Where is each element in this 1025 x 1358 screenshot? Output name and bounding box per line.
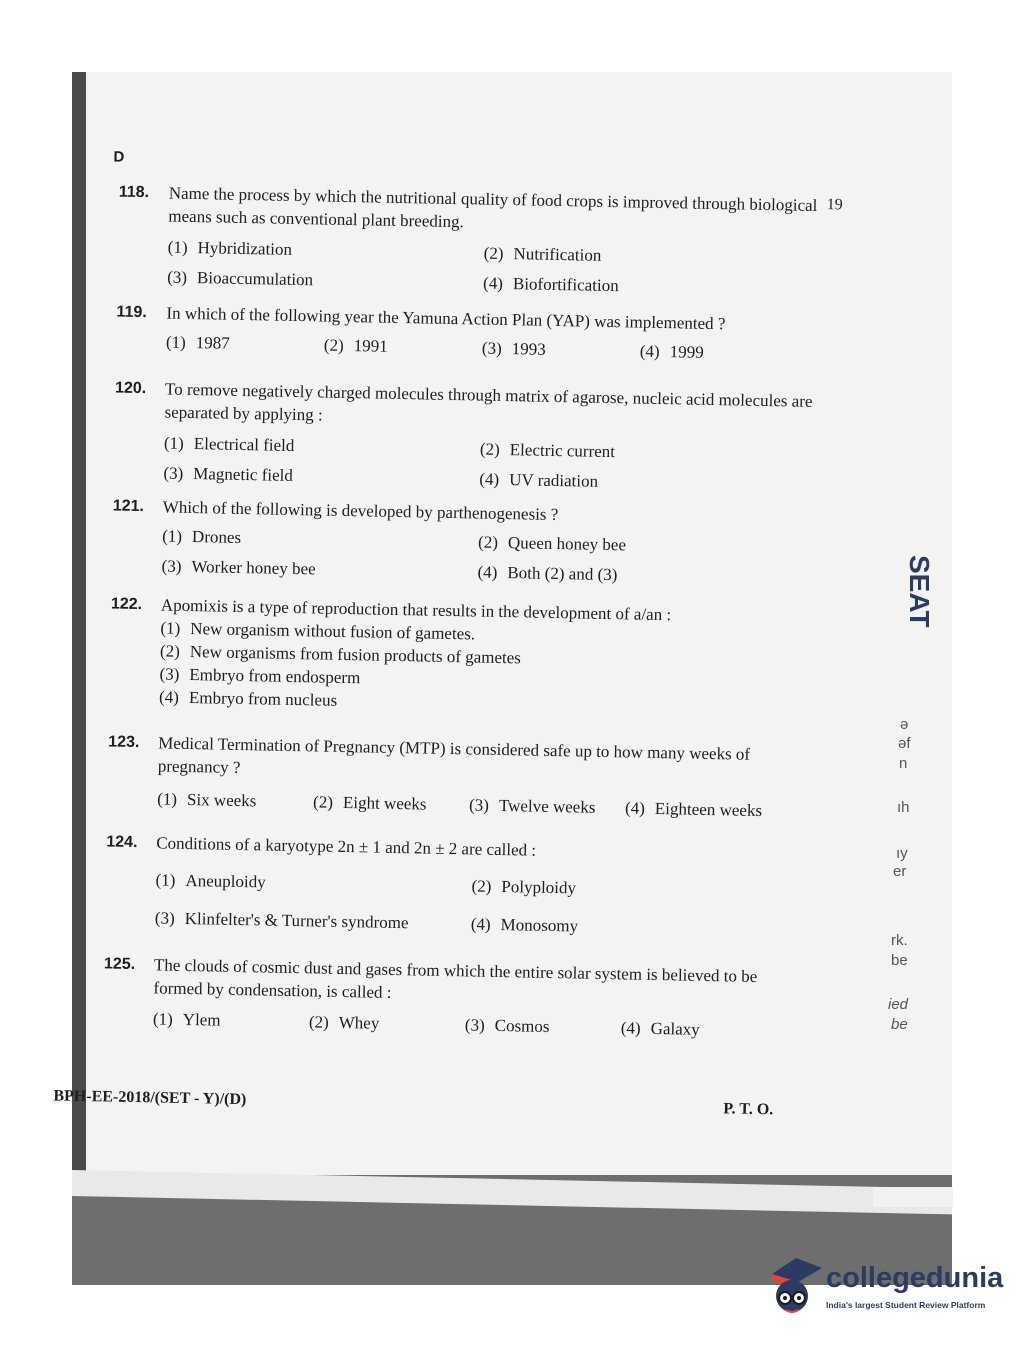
option-4: (4) 1999 bbox=[639, 341, 704, 362]
option-3: (3) Twelve weeks bbox=[468, 795, 596, 817]
option-2: (2) 1991 bbox=[323, 335, 388, 356]
question-number: 124. bbox=[106, 833, 138, 852]
option-4: (4) Galaxy bbox=[620, 1018, 700, 1039]
question-118 bbox=[117, 181, 819, 304]
next-page-fragment: ə bbox=[900, 716, 909, 733]
brand-name: collegedunia bbox=[826, 1262, 1004, 1294]
question-number: 118. bbox=[118, 183, 150, 202]
next-page-fragment: ıy bbox=[896, 845, 908, 862]
options bbox=[163, 423, 814, 499]
options bbox=[155, 854, 806, 946]
question-text: In which of the following year the Yamuna Action Plan (YAP) was implemented ? bbox=[166, 303, 726, 334]
next-page-fragment: əf bbox=[898, 735, 911, 752]
collegedunia-logo bbox=[768, 1252, 1008, 1322]
option-1: (1) Electrical field bbox=[163, 433, 295, 455]
question-119 bbox=[116, 301, 817, 371]
options bbox=[161, 518, 812, 594]
option-2: (2) Electric current bbox=[479, 439, 616, 462]
option-3: (3) Bioaccumulation bbox=[167, 267, 314, 290]
option-4: (4) Biofortification bbox=[482, 273, 619, 296]
option-3: (3) Klinfelter's & Turner's syndrome bbox=[154, 908, 409, 933]
option-3: (3) Magnetic field bbox=[163, 463, 294, 485]
option-1: (1) Six weeks bbox=[156, 789, 257, 811]
side-label bbox=[903, 555, 935, 585]
question-text: Apomixis is a type of reproduction that results in the development of a/an : bbox=[160, 595, 672, 625]
question-number: 122. bbox=[110, 595, 143, 614]
next-page-fragment: ied bbox=[888, 996, 909, 1013]
option-2: (2) Nutrification bbox=[483, 243, 602, 265]
next-page-fragment: er bbox=[893, 863, 907, 880]
question-124 bbox=[105, 830, 807, 946]
option-4: (4) Eighteen weeks bbox=[624, 798, 763, 821]
option-1: (1) Aneuploidy bbox=[155, 870, 266, 892]
option-1: (1) Ylem bbox=[152, 1009, 221, 1030]
option-1: (1) Drones bbox=[162, 526, 242, 547]
question-text: The clouds of cosmic dust and gases from which the entire solar system is believed to be formed by condensation, is called : bbox=[153, 955, 758, 1002]
option-2: (2) Whey bbox=[308, 1012, 380, 1033]
option-1: (1) 1987 bbox=[165, 332, 230, 353]
next-page-fragment: n bbox=[899, 755, 908, 772]
option-4: (4) UV radiation bbox=[479, 469, 599, 491]
question-number: 125. bbox=[103, 955, 136, 974]
question-122 bbox=[109, 592, 811, 720]
set-letter: D bbox=[113, 148, 125, 166]
next-page-fragment: rk. bbox=[891, 932, 908, 949]
question-number: 123. bbox=[108, 733, 140, 752]
option-3: (3) 1993 bbox=[481, 338, 546, 359]
option-1: (1) New organism without fusion of gametes. bbox=[160, 618, 476, 644]
question-number: 121. bbox=[112, 497, 145, 516]
question-125 bbox=[103, 952, 805, 1051]
next-page-fragment: be bbox=[891, 952, 908, 969]
option-4: (4) Monosomy bbox=[470, 914, 579, 936]
options bbox=[167, 228, 818, 304]
question-text: Name the process by which the nutritional quality of food crops is improved through biological means such as conventional plant breeding. bbox=[168, 183, 818, 232]
pto-label: P. T. O. bbox=[723, 1100, 774, 1119]
option-2: (2) New organisms from fusion products of gametes bbox=[159, 641, 522, 668]
option-1: (1) Hybridization bbox=[167, 237, 293, 259]
option-2: (2) Eight weeks bbox=[312, 792, 427, 814]
question-number: 120. bbox=[114, 379, 147, 398]
option-4: (4) Both (2) and (3) bbox=[477, 562, 618, 585]
question-120 bbox=[113, 377, 815, 500]
option-2: (2) Queen honey bee bbox=[477, 532, 627, 555]
option-3: (3) Embryo from endosperm bbox=[159, 664, 361, 688]
page-number: 19 bbox=[826, 196, 843, 214]
scan-right-strip bbox=[873, 1187, 953, 1207]
question-text: To remove negatively charged molecules through matrix of agarose, nucleic acid molecules are separated by applying : bbox=[164, 379, 813, 425]
option-3: (3) Worker honey bee bbox=[161, 556, 316, 579]
option-4: (4) Embryo from nucleus bbox=[158, 687, 338, 710]
brand-tagline: India's largest Student Review Platform bbox=[826, 1300, 986, 1310]
question-text: Conditions of a karyotype 2n ± 1 and 2n ± 2 are called : bbox=[156, 833, 537, 860]
exam-page bbox=[53, 130, 850, 1144]
question-123 bbox=[107, 730, 809, 829]
option-3: (3) Cosmos bbox=[464, 1015, 550, 1036]
question-text: Which of the following is developed by parthenogenesis ? bbox=[162, 497, 559, 525]
question-text: Medical Termination of Pregnancy (MTP) is considered safe up to how many weeks of pregnancy ? bbox=[157, 733, 751, 778]
exam-code: BPH-EE-2018/(SET - Y)/(D) bbox=[53, 1087, 247, 1109]
option-2: (2) Polyploidy bbox=[471, 876, 577, 898]
question-number: 119. bbox=[116, 303, 147, 322]
next-page-fragment: be bbox=[891, 1016, 908, 1033]
next-page-fragment: ıh bbox=[897, 799, 910, 816]
mascot-icon bbox=[768, 1252, 824, 1318]
question-121 bbox=[111, 495, 813, 595]
